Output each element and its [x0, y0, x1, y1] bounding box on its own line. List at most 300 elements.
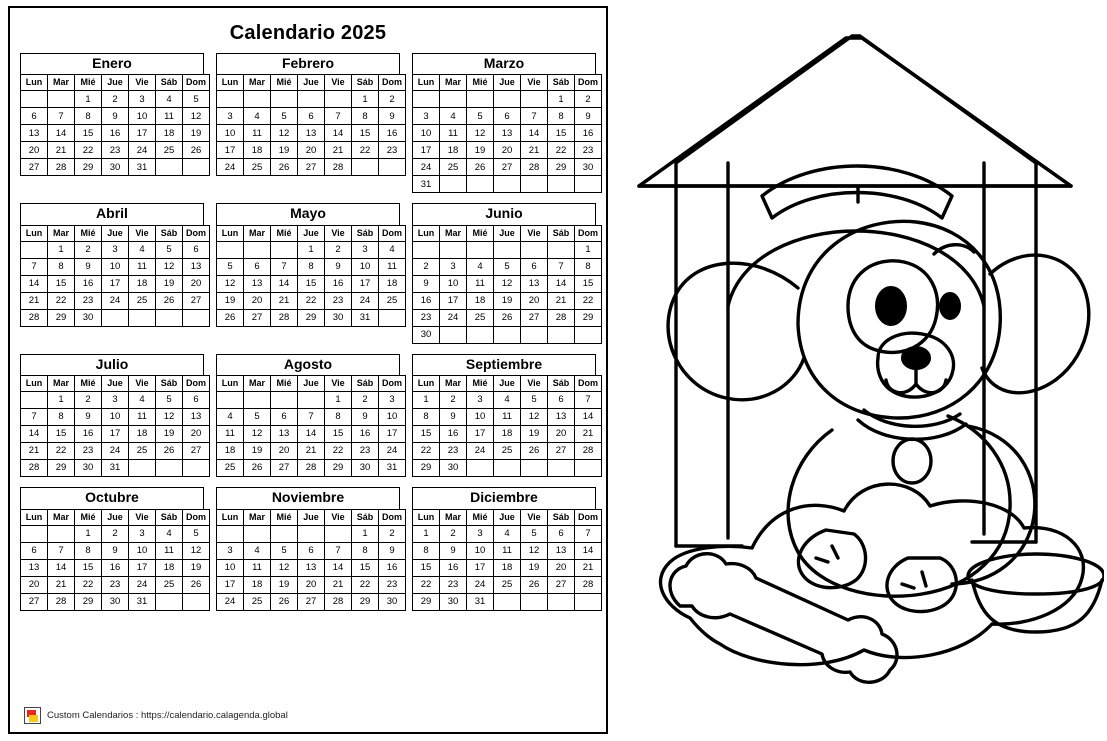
ground-shape — [661, 484, 1084, 665]
day-cell: 1 — [548, 91, 575, 108]
day-cell: 18 — [217, 443, 244, 460]
day-cell: 1 — [352, 91, 379, 108]
day-cell: 30 — [575, 159, 602, 176]
weekday-header-cell: Dom — [379, 376, 406, 392]
day-cell: 5 — [156, 241, 183, 258]
week-row — [413, 125, 602, 142]
day-cell: 23 — [440, 443, 467, 460]
day-cell: 13 — [271, 426, 298, 443]
weekday-header-cell: Mié — [75, 376, 102, 392]
day-cell: 4 — [440, 108, 467, 125]
day-cell: 18 — [494, 426, 521, 443]
day-cell: 8 — [413, 409, 440, 426]
day-cell: 27 — [494, 159, 521, 176]
day-cell-empty — [298, 91, 325, 108]
day-cell: 1 — [298, 241, 325, 258]
day-cell: 12 — [156, 258, 183, 275]
day-cell: 18 — [379, 275, 406, 292]
day-cell: 5 — [494, 258, 521, 275]
day-cell: 21 — [298, 443, 325, 460]
day-cell: 4 — [494, 392, 521, 409]
weekday-header-cell: Sáb — [548, 225, 575, 241]
weekday-header-row — [217, 376, 406, 392]
day-cell-empty — [244, 241, 271, 258]
day-cell: 28 — [48, 593, 75, 610]
day-cell-empty — [21, 241, 48, 258]
week-row — [21, 460, 210, 477]
day-cell: 9 — [325, 258, 352, 275]
day-cell-empty — [48, 525, 75, 542]
day-cell: 31 — [379, 460, 406, 477]
day-cell: 5 — [183, 91, 210, 108]
week-row — [217, 258, 406, 275]
week-row — [413, 309, 602, 326]
week-row — [413, 142, 602, 159]
day-cell-empty — [379, 309, 406, 326]
day-cell: 12 — [183, 108, 210, 125]
week-row — [413, 392, 602, 409]
day-cell-empty — [575, 326, 602, 343]
day-cell: 26 — [156, 292, 183, 309]
day-cell: 18 — [440, 142, 467, 159]
weekday-header-cell: Vie — [325, 75, 352, 91]
weekday-header-cell: Mar — [48, 225, 75, 241]
day-cell: 26 — [183, 142, 210, 159]
weekday-header-cell: Mar — [440, 75, 467, 91]
day-cell: 27 — [271, 460, 298, 477]
paw-right-toe-1 — [902, 584, 914, 588]
day-cell: 17 — [217, 142, 244, 159]
day-cell: 24 — [413, 159, 440, 176]
day-cell: 17 — [102, 426, 129, 443]
day-cell: 11 — [244, 125, 271, 142]
day-cell: 16 — [102, 125, 129, 142]
day-cell-empty — [271, 241, 298, 258]
day-cell: 24 — [379, 443, 406, 460]
day-cell: 26 — [271, 593, 298, 610]
month-block — [216, 53, 400, 193]
day-cell: 6 — [183, 241, 210, 258]
weekday-header-cell: Vie — [129, 376, 156, 392]
week-row — [21, 443, 210, 460]
day-cell: 5 — [156, 392, 183, 409]
footer-credit-text: Custom Calendarios : https://calendario.calagenda.global — [47, 710, 288, 721]
week-row — [217, 426, 406, 443]
day-cell: 19 — [156, 275, 183, 292]
week-row — [21, 542, 210, 559]
week-row — [413, 460, 602, 477]
day-cell: 17 — [413, 142, 440, 159]
day-cell-empty — [21, 91, 48, 108]
day-cell: 25 — [156, 142, 183, 159]
day-cell-empty — [440, 241, 467, 258]
week-row — [217, 593, 406, 610]
day-cell: 28 — [21, 309, 48, 326]
day-cell: 13 — [183, 258, 210, 275]
day-cell: 27 — [548, 576, 575, 593]
weekday-header-row — [21, 509, 210, 525]
day-cell-empty — [156, 460, 183, 477]
day-cell: 12 — [183, 542, 210, 559]
day-cell: 18 — [156, 125, 183, 142]
day-cell-empty — [21, 525, 48, 542]
day-cell: 2 — [440, 392, 467, 409]
dog-eye-right — [940, 293, 960, 319]
day-cell: 8 — [413, 542, 440, 559]
day-cell: 23 — [379, 576, 406, 593]
day-cell: 25 — [379, 292, 406, 309]
day-cell: 11 — [379, 258, 406, 275]
day-cell: 21 — [48, 576, 75, 593]
day-cell-empty — [129, 309, 156, 326]
weekday-header-cell: Mié — [271, 225, 298, 241]
week-row — [413, 176, 602, 193]
day-cell: 19 — [244, 443, 271, 460]
day-cell: 6 — [298, 108, 325, 125]
day-cell: 29 — [298, 309, 325, 326]
day-cell: 31 — [129, 159, 156, 176]
day-cell: 14 — [21, 275, 48, 292]
day-cell: 4 — [156, 525, 183, 542]
day-cell: 25 — [494, 443, 521, 460]
day-cell: 2 — [413, 258, 440, 275]
day-cell: 2 — [75, 392, 102, 409]
weekday-header-cell: Mié — [467, 75, 494, 91]
day-cell: 3 — [217, 108, 244, 125]
week-row — [217, 91, 406, 108]
weekday-header-cell: Mar — [440, 225, 467, 241]
day-cell: 25 — [467, 309, 494, 326]
weekday-header-cell: Jue — [298, 225, 325, 241]
day-cell-empty — [575, 176, 602, 193]
day-cell: 16 — [413, 292, 440, 309]
week-row — [413, 593, 602, 610]
day-cell: 6 — [21, 108, 48, 125]
day-cell: 15 — [548, 125, 575, 142]
day-cell: 3 — [467, 525, 494, 542]
day-cell: 3 — [129, 525, 156, 542]
day-cell-empty — [271, 392, 298, 409]
day-cell: 4 — [244, 108, 271, 125]
day-cell: 23 — [575, 142, 602, 159]
day-cell: 9 — [379, 108, 406, 125]
day-cell: 6 — [548, 392, 575, 409]
month-name: Enero — [20, 53, 204, 74]
day-cell: 20 — [21, 142, 48, 159]
day-cell-empty — [413, 91, 440, 108]
day-cell: 30 — [75, 460, 102, 477]
day-cell: 24 — [102, 443, 129, 460]
day-cell: 1 — [75, 91, 102, 108]
weekday-header-cell: Lun — [217, 225, 244, 241]
month-name: Junio — [412, 203, 596, 224]
day-cell-empty — [521, 241, 548, 258]
month-block — [412, 203, 596, 343]
month-calendar-table — [216, 74, 406, 176]
day-cell: 6 — [21, 542, 48, 559]
day-cell: 1 — [413, 525, 440, 542]
day-cell: 9 — [575, 108, 602, 125]
day-cell: 15 — [48, 426, 75, 443]
day-cell: 16 — [325, 275, 352, 292]
weekday-header-cell: Dom — [379, 75, 406, 91]
day-cell: 10 — [129, 108, 156, 125]
day-cell: 18 — [494, 559, 521, 576]
day-cell-empty — [21, 392, 48, 409]
day-cell: 5 — [271, 542, 298, 559]
day-cell: 23 — [440, 576, 467, 593]
day-cell: 30 — [75, 309, 102, 326]
weekday-header-cell: Jue — [494, 509, 521, 525]
day-cell: 15 — [75, 125, 102, 142]
day-cell-empty — [183, 593, 210, 610]
day-cell: 25 — [244, 593, 271, 610]
month-block — [412, 487, 596, 610]
day-cell-empty — [298, 525, 325, 542]
day-cell: 10 — [102, 258, 129, 275]
day-cell: 15 — [352, 125, 379, 142]
day-cell: 10 — [379, 409, 406, 426]
day-cell-empty — [440, 326, 467, 343]
day-cell: 11 — [494, 409, 521, 426]
day-cell: 27 — [298, 159, 325, 176]
day-cell: 22 — [548, 142, 575, 159]
day-cell: 14 — [298, 426, 325, 443]
weekday-header-row — [217, 225, 406, 241]
day-cell: 21 — [575, 559, 602, 576]
day-cell-empty — [521, 176, 548, 193]
day-cell: 24 — [440, 309, 467, 326]
week-row — [413, 91, 602, 108]
day-cell: 6 — [494, 108, 521, 125]
day-cell: 4 — [129, 392, 156, 409]
weekday-header-cell: Dom — [575, 509, 602, 525]
day-cell: 28 — [325, 159, 352, 176]
weekday-header-cell: Dom — [183, 509, 210, 525]
day-cell: 19 — [271, 576, 298, 593]
collar-tag — [893, 439, 931, 483]
day-cell: 26 — [521, 576, 548, 593]
weekday-header-cell: Mié — [75, 225, 102, 241]
weekday-header-cell: Mar — [244, 509, 271, 525]
week-row — [217, 392, 406, 409]
day-cell: 14 — [48, 559, 75, 576]
day-cell: 28 — [271, 309, 298, 326]
day-cell: 30 — [102, 159, 129, 176]
weekday-header-cell: Vie — [521, 376, 548, 392]
weekday-header-cell: Vie — [129, 75, 156, 91]
weekday-header-cell: Sáb — [548, 509, 575, 525]
month-calendar-table — [216, 509, 406, 611]
day-cell-empty — [102, 309, 129, 326]
day-cell: 8 — [48, 258, 75, 275]
arch-decoration — [762, 166, 952, 218]
day-cell: 27 — [244, 309, 271, 326]
day-cell: 18 — [129, 275, 156, 292]
day-cell: 20 — [494, 142, 521, 159]
weekday-header-cell: Vie — [129, 225, 156, 241]
week-row — [413, 576, 602, 593]
weekday-header-cell: Sáb — [352, 225, 379, 241]
day-cell-empty — [548, 241, 575, 258]
day-cell-empty — [271, 525, 298, 542]
day-cell: 12 — [467, 125, 494, 142]
day-cell: 20 — [548, 426, 575, 443]
weekday-header-cell: Sáb — [548, 75, 575, 91]
day-cell: 7 — [48, 542, 75, 559]
day-cell: 1 — [325, 392, 352, 409]
day-cell: 30 — [352, 460, 379, 477]
week-row — [21, 292, 210, 309]
month-calendar-table — [412, 74, 602, 193]
logo-yellow-shape — [29, 715, 38, 722]
day-cell: 22 — [48, 292, 75, 309]
day-cell: 28 — [575, 443, 602, 460]
day-cell: 23 — [75, 443, 102, 460]
week-row — [217, 525, 406, 542]
month-calendar-table — [216, 225, 406, 327]
day-cell: 27 — [521, 309, 548, 326]
weekday-header-cell: Vie — [325, 376, 352, 392]
day-cell: 31 — [129, 593, 156, 610]
week-row — [413, 292, 602, 309]
day-cell: 17 — [352, 275, 379, 292]
week-row — [413, 275, 602, 292]
day-cell: 13 — [548, 542, 575, 559]
month-name: Noviembre — [216, 487, 400, 508]
footer — [24, 707, 288, 724]
day-cell: 15 — [575, 275, 602, 292]
day-cell: 18 — [129, 426, 156, 443]
day-cell: 29 — [413, 460, 440, 477]
month-name: Febrero — [216, 53, 400, 74]
day-cell: 23 — [102, 576, 129, 593]
day-cell: 30 — [102, 593, 129, 610]
day-cell: 9 — [440, 542, 467, 559]
week-row — [413, 241, 602, 258]
day-cell: 14 — [48, 125, 75, 142]
day-cell-empty — [183, 159, 210, 176]
week-row — [413, 159, 602, 176]
day-cell: 24 — [352, 292, 379, 309]
day-cell: 3 — [102, 392, 129, 409]
weekday-header-cell: Jue — [494, 225, 521, 241]
day-cell: 7 — [521, 108, 548, 125]
day-cell: 11 — [156, 108, 183, 125]
week-row — [21, 142, 210, 159]
day-cell: 22 — [298, 292, 325, 309]
day-cell: 10 — [129, 542, 156, 559]
day-cell: 4 — [494, 525, 521, 542]
day-cell: 10 — [102, 409, 129, 426]
weekday-header-cell: Dom — [379, 509, 406, 525]
day-cell: 21 — [548, 292, 575, 309]
weekday-header-cell: Mar — [48, 509, 75, 525]
day-cell: 29 — [48, 309, 75, 326]
day-cell: 1 — [352, 525, 379, 542]
day-cell: 25 — [156, 576, 183, 593]
calendar-panel — [8, 6, 608, 734]
day-cell: 3 — [217, 542, 244, 559]
day-cell: 16 — [440, 426, 467, 443]
day-cell: 30 — [440, 460, 467, 477]
day-cell: 5 — [217, 258, 244, 275]
day-cell: 28 — [325, 593, 352, 610]
week-row — [21, 409, 210, 426]
day-cell: 18 — [244, 142, 271, 159]
day-cell: 13 — [298, 559, 325, 576]
day-cell: 21 — [521, 142, 548, 159]
day-cell: 24 — [217, 159, 244, 176]
day-cell: 19 — [467, 142, 494, 159]
day-cell: 12 — [494, 275, 521, 292]
day-cell: 11 — [467, 275, 494, 292]
weekday-header-cell: Lun — [21, 376, 48, 392]
day-cell-empty — [244, 91, 271, 108]
day-cell: 11 — [244, 559, 271, 576]
day-cell: 7 — [575, 525, 602, 542]
day-cell: 7 — [48, 108, 75, 125]
day-cell: 19 — [156, 426, 183, 443]
week-row — [217, 142, 406, 159]
day-cell-empty — [575, 593, 602, 610]
day-cell: 2 — [379, 525, 406, 542]
day-cell: 18 — [244, 576, 271, 593]
month-calendar-table — [412, 375, 602, 477]
weekday-header-cell: Vie — [325, 225, 352, 241]
week-row — [21, 559, 210, 576]
weekday-header-cell: Lun — [217, 75, 244, 91]
day-cell: 8 — [325, 409, 352, 426]
week-row — [21, 593, 210, 610]
day-cell: 11 — [440, 125, 467, 142]
day-cell: 13 — [21, 125, 48, 142]
day-cell: 19 — [217, 292, 244, 309]
day-cell: 23 — [75, 292, 102, 309]
day-cell: 16 — [379, 125, 406, 142]
weekday-header-row — [21, 376, 210, 392]
day-cell: 9 — [102, 108, 129, 125]
day-cell: 15 — [413, 559, 440, 576]
day-cell: 11 — [129, 409, 156, 426]
day-cell-empty — [548, 326, 575, 343]
weekday-header-row — [21, 225, 210, 241]
day-cell-empty — [575, 460, 602, 477]
day-cell: 28 — [521, 159, 548, 176]
day-cell: 28 — [298, 460, 325, 477]
day-cell: 29 — [352, 593, 379, 610]
month-calendar-table — [20, 74, 210, 176]
week-row — [21, 258, 210, 275]
weekday-header-cell: Lun — [413, 75, 440, 91]
weekday-header-cell: Mié — [271, 509, 298, 525]
weekday-header-cell: Vie — [129, 509, 156, 525]
month-calendar-table — [20, 225, 210, 327]
day-cell: 4 — [467, 258, 494, 275]
weekday-header-cell: Jue — [494, 376, 521, 392]
week-row — [217, 125, 406, 142]
day-cell: 28 — [21, 460, 48, 477]
weekday-header-cell: Mié — [467, 509, 494, 525]
weekday-header-cell: Jue — [102, 225, 129, 241]
day-cell: 26 — [244, 460, 271, 477]
day-cell-empty — [467, 460, 494, 477]
day-cell: 1 — [48, 241, 75, 258]
month-block — [20, 53, 204, 193]
day-cell-empty — [352, 159, 379, 176]
day-cell: 10 — [467, 542, 494, 559]
day-cell: 23 — [379, 142, 406, 159]
